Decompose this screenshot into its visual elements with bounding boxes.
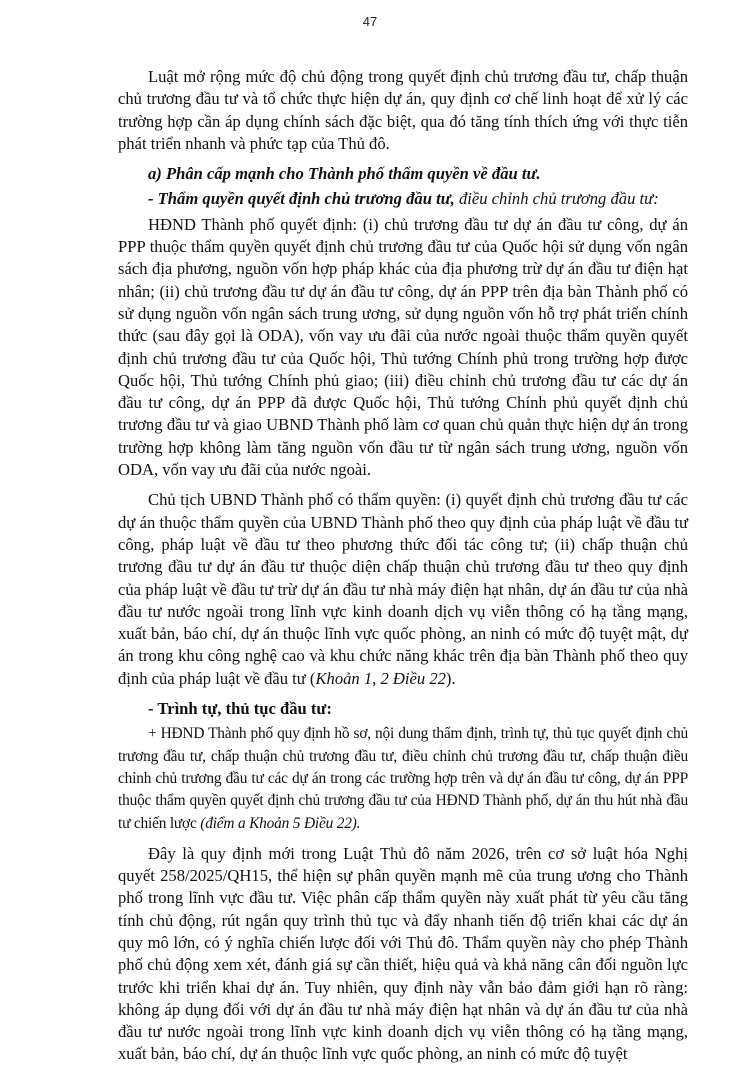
paragraph-chairman-authority [118, 489, 688, 690]
legal-reference: Khoản 1, 2 Điều 22 [315, 668, 446, 688]
paragraph-procedure [118, 723, 688, 834]
section-heading-a: a) Phân cấp mạnh cho Thành phố thẩm quyền về đầu tư. [148, 164, 541, 184]
paragraph-commentary: Đây là quy định mới trong Luật Thủ đô năm 2026, trên cơ sở luật hóa Nghị quyết 258/2025/QH15, thể hiện sự phân quyền mạnh mẽ của trung ương cho Thành phố trong lĩnh vực đầu tư. Việc phân cấp thẩm quyền này xuất phát từ yêu cầu tăng tính chủ động, rút ngắn quy trình thủ tục và đẩy nhanh tiến độ triển khai các dự án quy mô lớn, có ý nghĩa chiến lược đối với Thủ đô. Thẩm quyền này cho phép Thành phố chủ động xem xét, đánh giá sự cần thiết, hiệu quả và khả năng cân đối nguồn lực trước khi triển khai dự án. Tuy nhiên, quy định này vẫn bảo đảm giới hạn rõ ràng: không áp dụng đối với dự án đầu tư nhà máy điện hạt nhân và dự án đầu tư của nhà đầu tư nước ngoài trong lĩnh vực kinh doanh dịch vụ viễn thông có hạ tầng mạng, xuất bản, báo chí, dự án thuộc lĩnh vực quốc phòng, an ninh có mức độ tuyệt [118, 843, 688, 1064]
document-body [118, 66, 688, 1066]
subheading-italic-part: điều chỉnh chủ trương đầu tư: [454, 189, 659, 209]
subheading-investment-authority [118, 188, 688, 210]
paragraph-hdnd-authority: HĐND Thành phố quyết định: (i) chủ trương đầu tư dự án đầu tư công, dự án PPP thuộc thẩm quyền quyết định chủ trương đầu tư của Quốc hội sử dụng vốn ngân sách địa phương, nguồn vốn hợp pháp khác của địa phương trừ dự án đầu tư điện hạt nhân; (ii) chủ trương đầu tư dự án đầu tư công, dự án PPP trên địa bàn Thành phố có sử dụng nguồn vốn ngân sách trung ương, sử dụng nguồn vốn hỗ trợ phát triển chính thức (sau đây gọi là ODA), vốn vay ưu đãi của nước ngoài thuộc thẩm quyền quyết định chủ trương đầu tư của Quốc hội, Thủ tướng Chính phủ trong trường hợp được Quốc hội, Thủ tướng Chính phủ giao; (iii) điều chỉnh chủ trương đầu tư các dự án đầu tư công, dự án PPP đã được Quốc hội, Thủ tướng Chính phủ quyết định chủ trương đầu tư và giao UBND Thành phố làm cơ quan chủ quản thực hiện dự án trong trường hợp không làm tăng nguồn vốn đầu tư từ ngân sách trung ương, nguồn vốn ODA, vốn vay ưu đãi của nước ngoài. [118, 214, 688, 480]
chairman-authority-end: ). [445, 668, 456, 688]
subheading-procedure: - Trình tự, thủ tục đầu tư: [148, 699, 332, 719]
page-number: 47 [362, 14, 378, 29]
chairman-authority-text: Chủ tịch UBND Thành phố có thẩm quyền: (i) quyết định chủ trương đầu tư các dự án thuộc thẩm quyền của UBND Thành phố theo quy định của pháp luật về đầu tư công, pháp luật về đầu tư theo phương thức đối tác công tư; (ii) chấp thuận chủ trương đầu tư dự án đầu tư thuộc diện chấp thuận chủ trương đầu tư theo quy định của pháp luật về đầu tư trừ dự án đầu tư nhà máy điện hạt nhân, dự án đầu tư của nhà đầu tư nước ngoài trong lĩnh vực kinh doanh dịch vụ viễn thông có hạ tầng mạng, xuất bản, báo chí, dự án thuộc lĩnh vực quốc phòng, an ninh có mức độ tuyệt mật, dự án trong khu công nghệ cao và khu chức năng khác trên địa bàn Thành phố theo quy định của pháp luật về đầu tư ( [118, 490, 688, 688]
procedure-text: + HĐND Thành phố quy định hồ sơ, nội dung thẩm định, trình tự, thủ tục quyết định chủ trương đầu tư, chấp thuận chủ trương đầu tư, điều chỉnh chủ trương đầu tư, chấp thuận điều chỉnh chủ trương đầu tư các dự án trong các trường hợp trên và dự án đầu tư công, dự án PPP thuộc thẩm quyền quyết định chủ trương đầu tư của HĐND Thành phố, dự án thu hút nhà đầu tư chiến lược [118, 725, 688, 832]
paragraph-intro: Luật mở rộng mức độ chủ động trong quyết định chủ trương đầu tư, chấp thuận chủ trương đầu tư và tổ chức thực hiện dự án, quy định cơ chế linh hoạt để xử lý các trường hợp cần áp dụng chính sách đặc biệt, qua đó tăng tính thích ứng với thực tiễn phát triển nhanh và phức tạp của Thủ đô. [118, 67, 688, 153]
procedure-legal-reference: (điểm a Khoản 5 Điều 22). [200, 814, 361, 832]
subheading-bold-part: - Thẩm quyền quyết định chủ trương đầu tư, [148, 189, 455, 209]
